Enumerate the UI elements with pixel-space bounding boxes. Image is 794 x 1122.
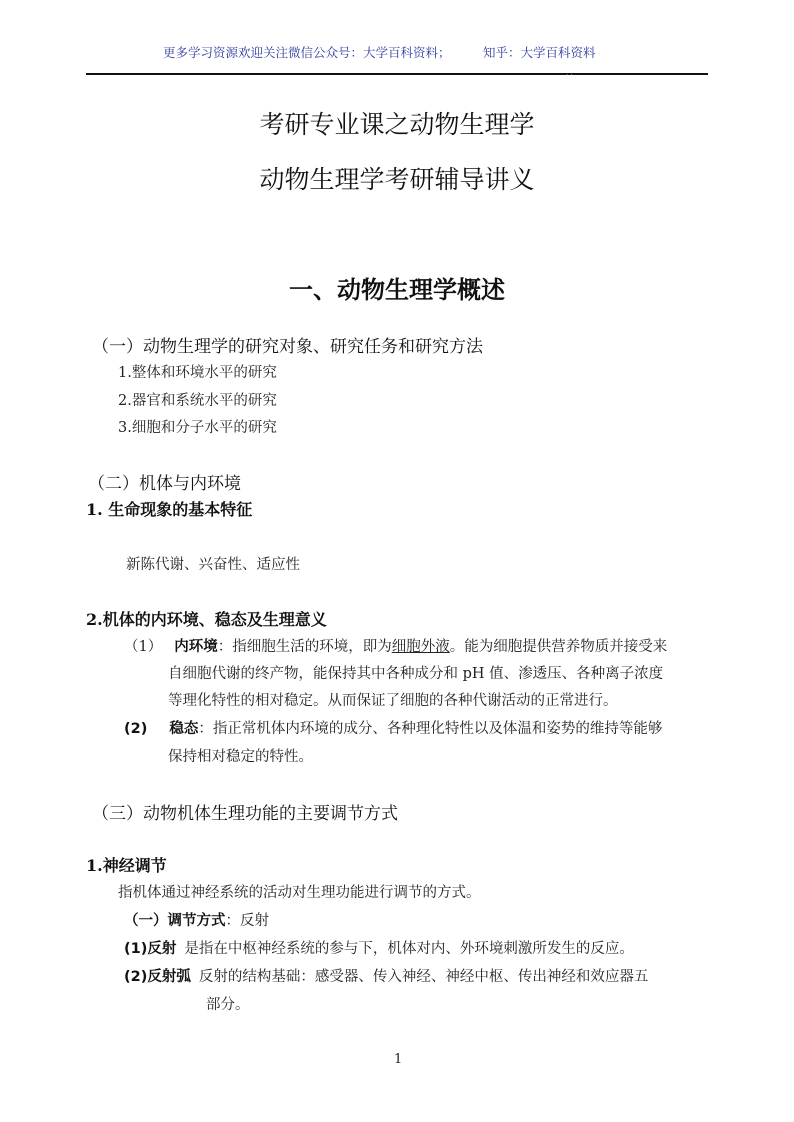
definition-text-cont: 。能为细胞提供营养物质并接受来	[449, 639, 668, 655]
homeostasis-line2: 保持相对稳定的特性。	[168, 749, 313, 765]
definition-text: 指细胞生活的环境，即为	[232, 639, 392, 655]
item-number: (2)	[124, 721, 148, 737]
inner-environment-line2: 自细胞代谢的终产物，能保持其中各种成分和 pH 值、渗透压、各种离子浓度	[168, 666, 664, 682]
section1-heading: （一）动物生理学的研究对象、研究任务和研究方法	[92, 337, 483, 357]
definition-text: 指正常机体内环境的成分、各种理化特性以及体温和姿势的维持等能够	[212, 721, 663, 737]
section1-item-3: 3.细胞和分子水平的研究	[118, 420, 277, 436]
neural-regulation-desc: 指机体通过神经系统的活动对生理功能进行调节的方式。	[118, 885, 481, 901]
document-title-line1: 考研专业课之动物生理学	[259, 110, 535, 139]
colon: ：	[225, 913, 240, 929]
colon: ：	[217, 639, 233, 655]
reflex-text: 是指在中枢神经系统的参与下，机体对内、外环境刺激所发生的反应。	[184, 941, 634, 957]
section2-sub1-text: 新陈代谢、兴奋性、适应性	[126, 557, 300, 573]
reflex-arc-label: (2)反射弧	[124, 969, 191, 985]
colon: ：	[198, 721, 213, 737]
term-homeostasis: 稳态	[169, 721, 199, 737]
reflex-arc-line2: 部分。	[206, 997, 250, 1013]
homeostasis-paragraph	[124, 717, 662, 738]
section3-sub1-heading: 1.神经调节	[86, 856, 167, 875]
reflex-definition-line	[124, 937, 634, 958]
term-inner-environment: 内环境	[174, 639, 218, 655]
regulation-mode-line	[124, 909, 269, 930]
inner-environment-paragraph	[124, 635, 667, 656]
document-title-line2: 动物生理学考研辅导讲义	[259, 165, 535, 194]
regulation-mode-label: （一）调节方式	[124, 913, 226, 929]
section2-sub1-heading: 1. 生命现象的基本特征	[86, 500, 253, 519]
reflex-label: (1)反射	[124, 941, 177, 957]
regulation-mode-value: 反射	[240, 913, 269, 929]
underlined-term-extracellular-fluid: 细胞外液	[391, 639, 450, 655]
reflex-arc-line	[124, 965, 648, 986]
section2-heading: （二）机体与内环境	[88, 474, 241, 494]
header-zhihu-text: 知乎：大学百科资料	[483, 45, 596, 60]
section1-item-2: 2.器官和系统水平的研究	[118, 393, 277, 409]
header-dots: · ·	[566, 71, 573, 79]
chapter-heading: 一、动物生理学概述	[289, 276, 505, 304]
reflex-arc-text: 反射的结构基础：感受器、传入神经、神经中枢、传出神经和效应器五	[198, 969, 649, 985]
page-number: 1	[394, 1052, 403, 1067]
section1-item-1: 1.整体和环境水平的研究	[118, 365, 277, 381]
item-number: （1）	[124, 639, 163, 655]
inner-environment-line3: 等理化特性的相对稳定。从而保证了细胞的各种代谢活动的正常进行。	[168, 693, 618, 709]
section3-heading: （三）动物机体生理功能的主要调节方式	[92, 804, 398, 824]
header-wechat-text: 更多学习资源欢迎关注微信公众号：大学百科资料；	[163, 45, 451, 60]
header-rule	[86, 73, 708, 75]
section2-sub2-heading: 2.机体的内环境、稳态及生理意义	[86, 610, 327, 629]
